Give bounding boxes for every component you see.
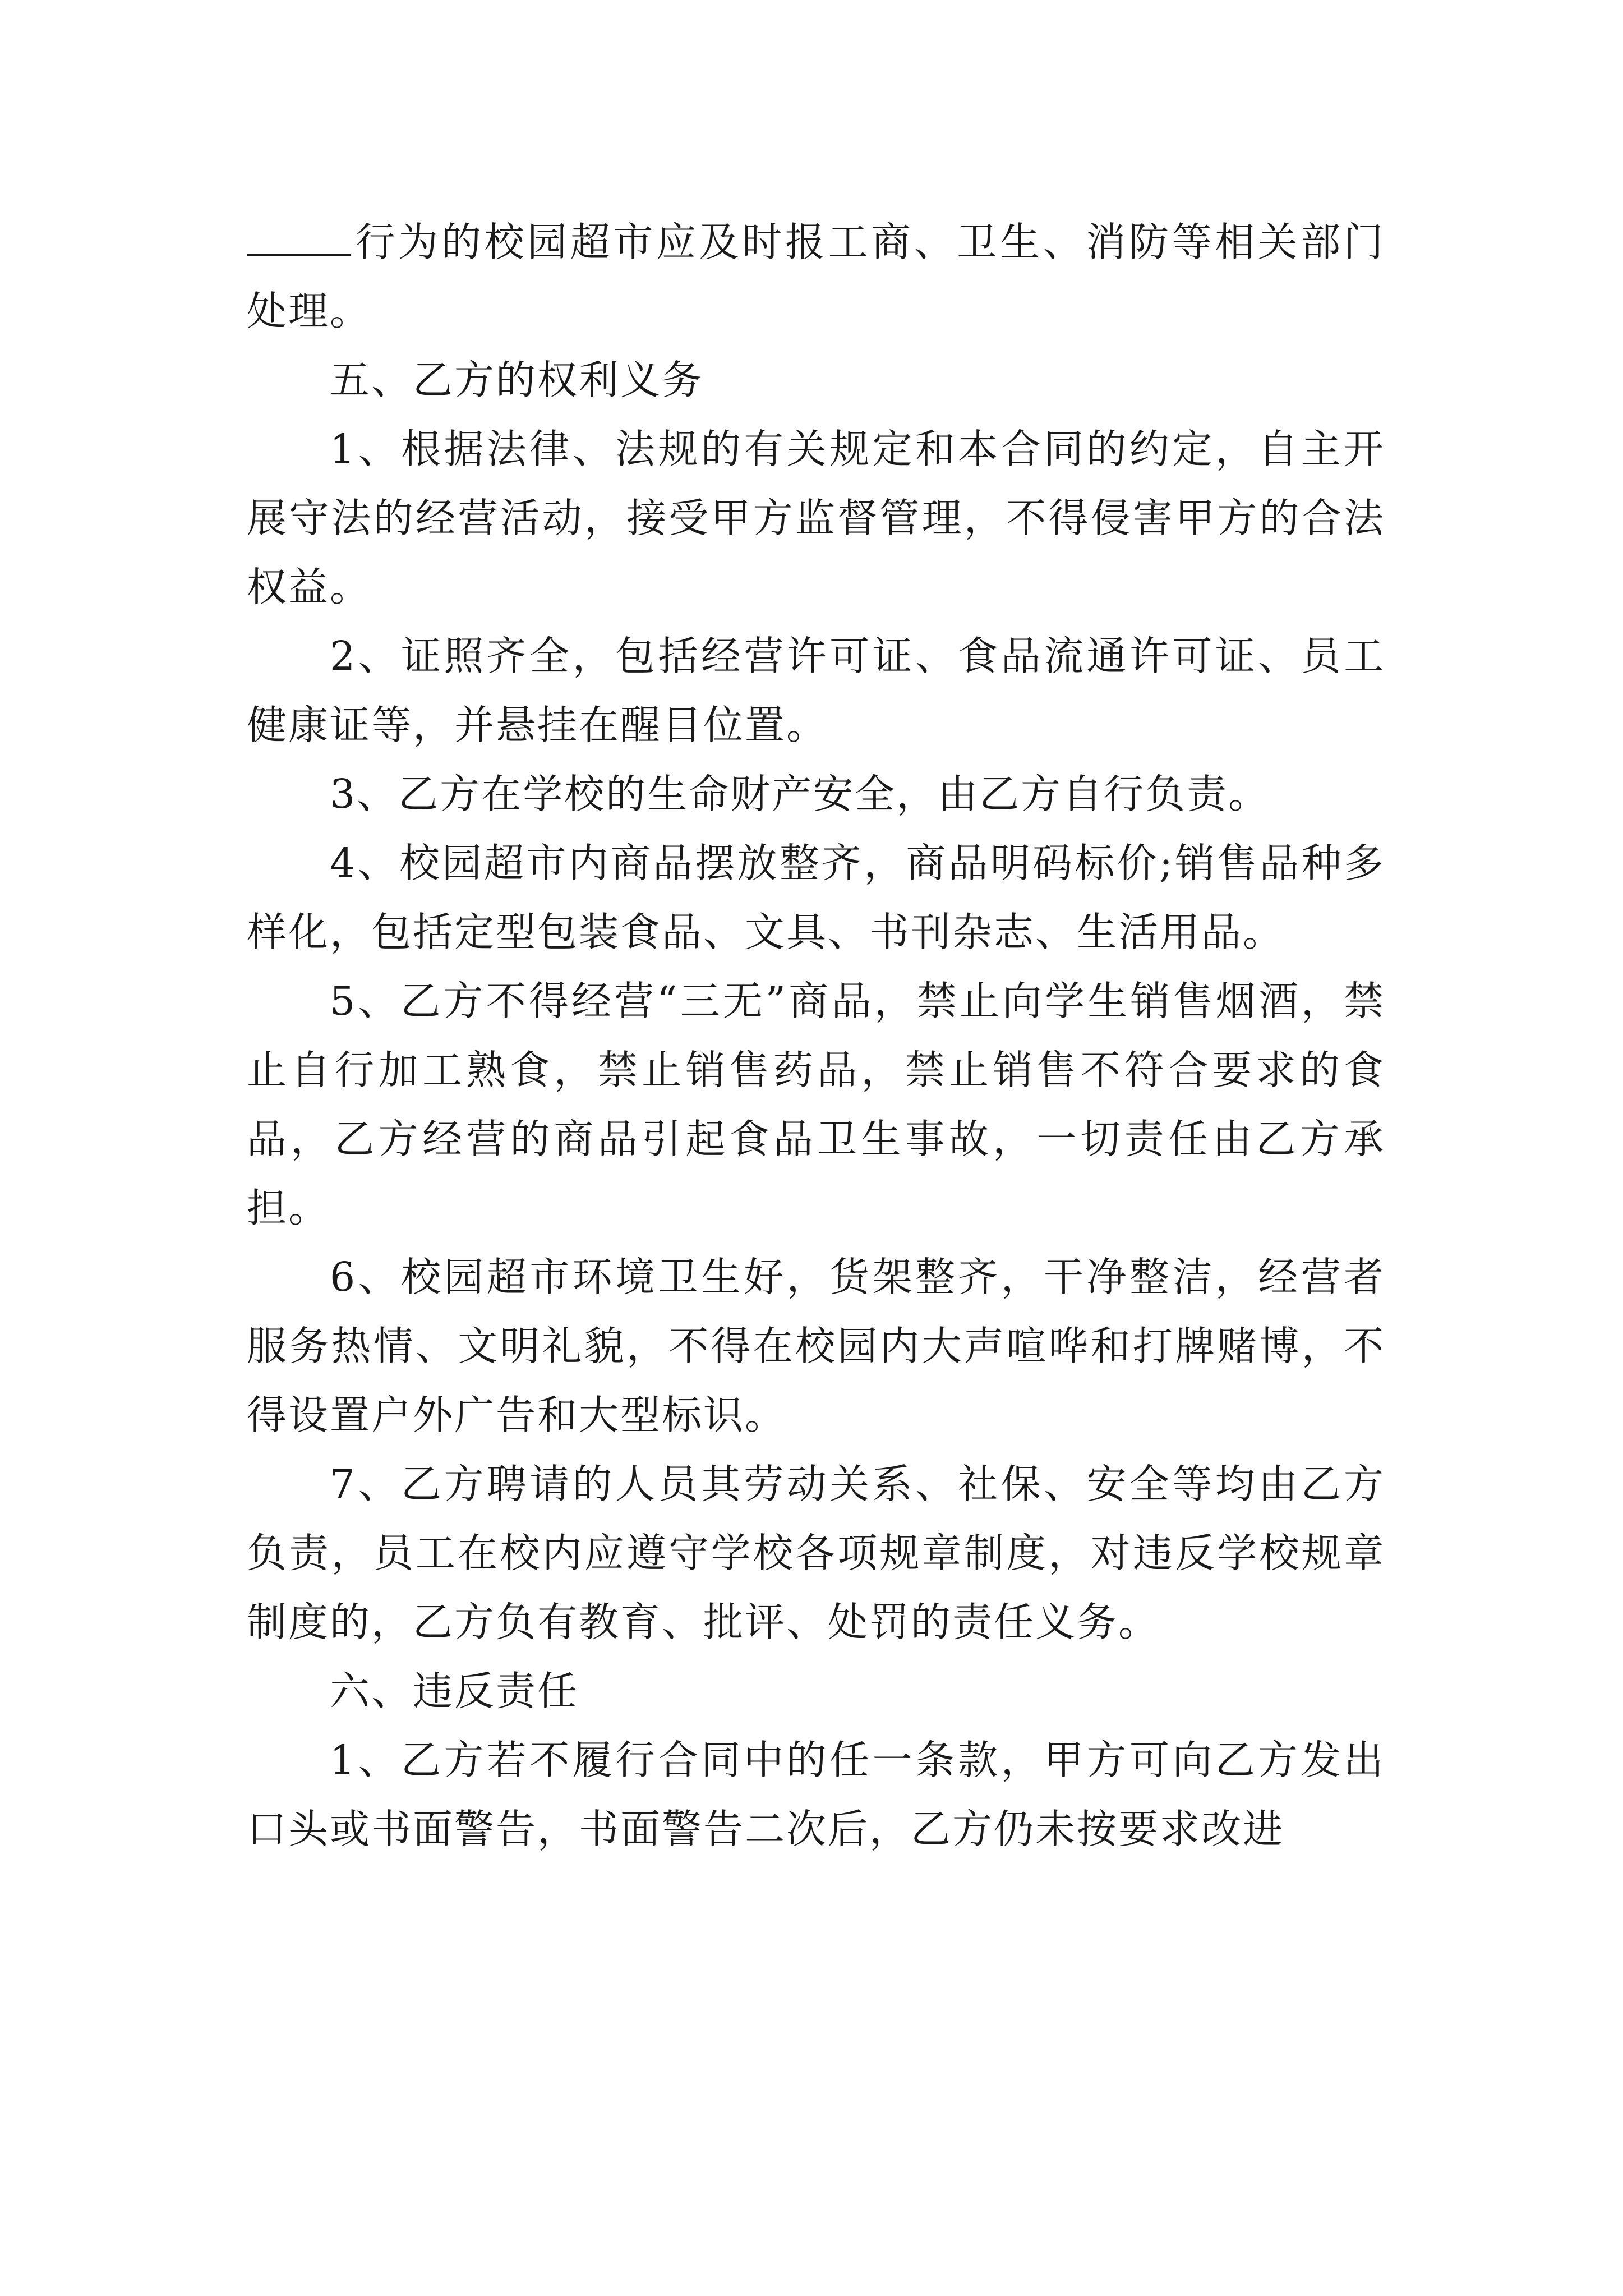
clause-5-5: 5、乙方不得经营“三无”商品，禁止向学生销售烟酒，禁止自行加工熟食，禁止销售药品，禁止销售不符合要求的食品，乙方经营的商品引起食品卫生事故，一切责任由乙方承担。 [247,978,1385,1231]
clause-6-1: 1、乙方若不履行合同中的任一条款，甲方可向乙方发出口头或书面警告，书面警告二次后，乙方仍未按要求改进 [247,1737,1385,1852]
section-heading-party-b-rights: 五、乙方的权利义务 [330,357,704,403]
document-body [247,208,1385,1864]
section-heading-breach-liability: 六、违反责任 [330,1668,579,1714]
clause-5-4: 4、校园超市内商品摆放整齐，商品明码标价;销售品种多样化，包括定型包装食品、文具、书刊杂志、生活用品。 [247,840,1385,955]
clause-5-3: 3、乙方在学校的生命财产安全，由乙方自行负责。 [330,771,1270,817]
paragraph-continuation: 行为的校园超市应及时报工商、卫生、消防等相关部门处理。 [247,219,1385,334]
clause-5-2: 2、证照齐全，包括经营许可证、食品流通许可证、员工健康证等，并悬挂在醒目位置。 [247,633,1385,748]
clause-5-1: 1、根据法律、法规的有关规定和本合同的约定，自主开展守法的经营活动，接受甲方监督管理，不得侵害甲方的合法权益。 [247,426,1385,610]
clause-5-7: 7、乙方聘请的人员其劳动关系、社保、安全等均由乙方负责，员工在校内应遵守学校各项规章制度，对违反学校规章制度的，乙方负有教育、批评、处罚的责任义务。 [247,1461,1385,1645]
fill-in-blank [247,220,351,256]
clause-5-6: 6、校园超市环境卫生好，货架整齐，干净整洁，经营者服务热情、文明礼貌，不得在校园内大声喧哗和打牌赌博，不得设置户外广告和大型标识。 [247,1254,1385,1438]
